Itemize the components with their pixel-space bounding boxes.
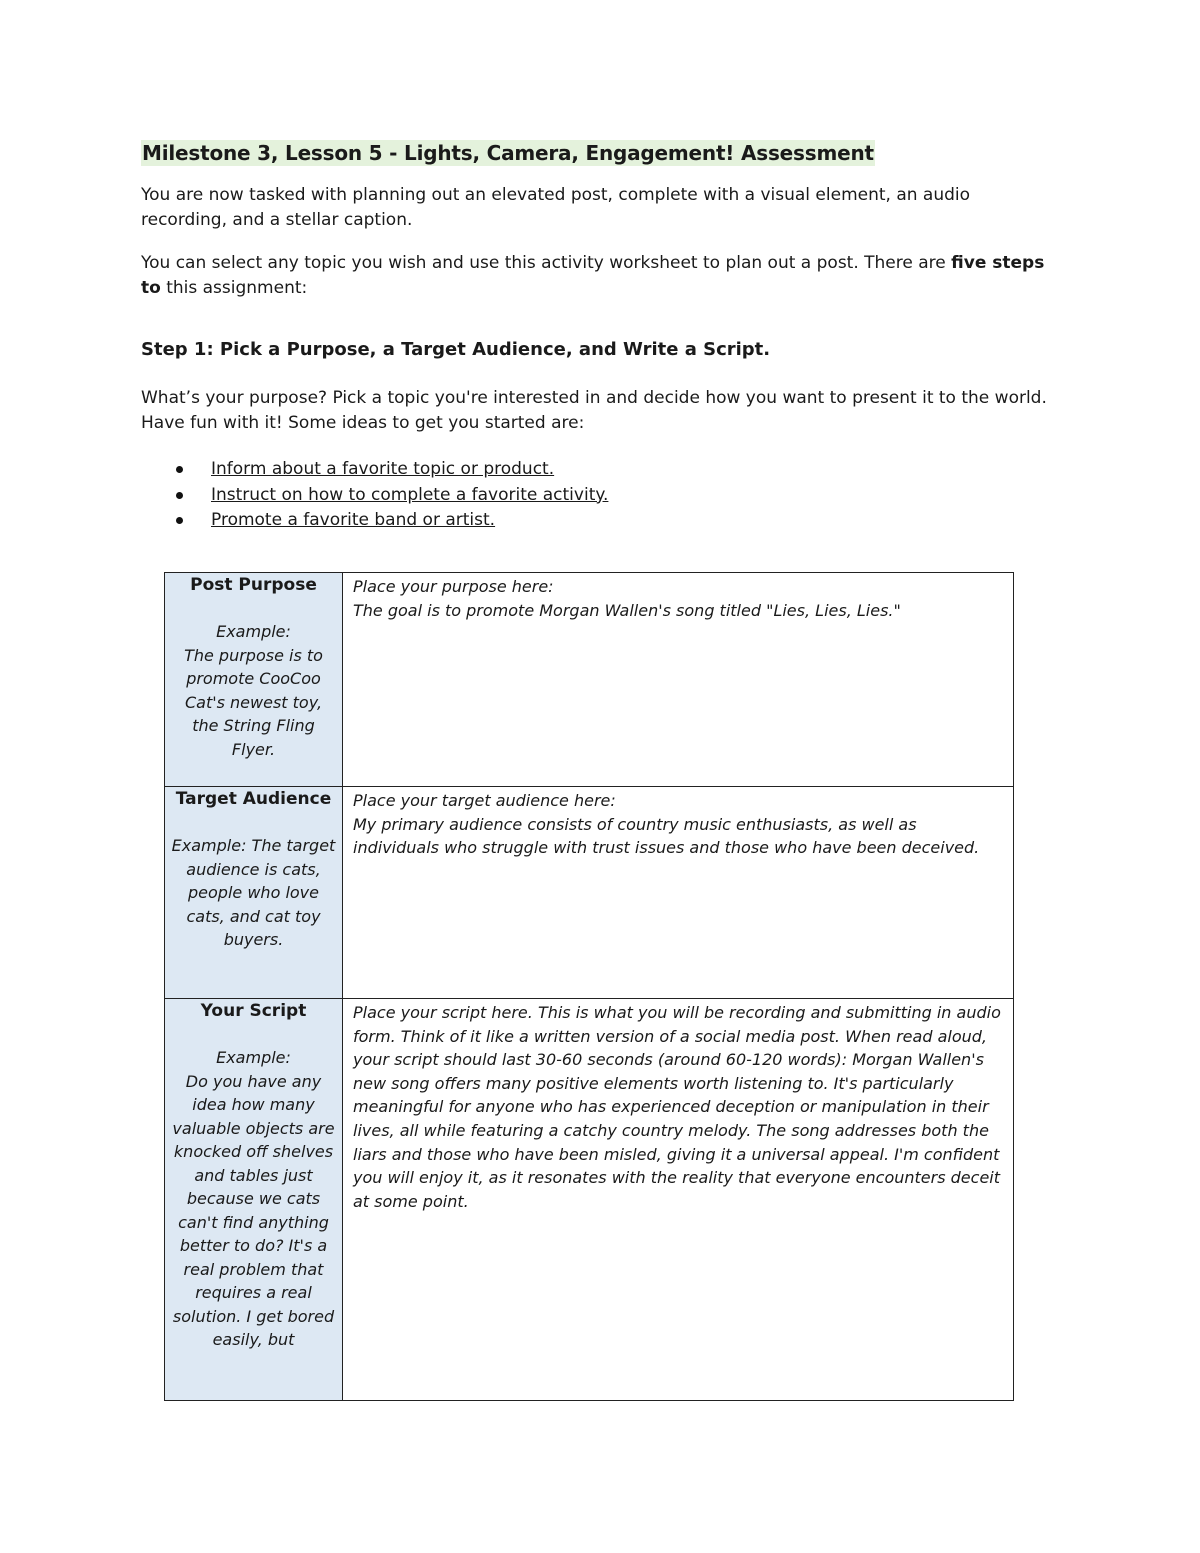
worksheet-table [164, 572, 1014, 1401]
list-item[interactable] [172, 457, 608, 483]
bullet-icon [176, 517, 183, 524]
intro-text-after: this assignment: [160, 278, 308, 298]
script-prompt: Place your script here. This is what you will be recording and submitting in audio form. Think of it like a written version of a social media post. When read aloud, your script should last 30-60 seconds (around 60-120 words): [353, 1003, 1001, 1070]
label-cell-post-purpose [165, 573, 343, 787]
label-cell-your-script [165, 999, 343, 1401]
row-example [165, 834, 342, 952]
example-intro: Example: The target audience is cats, people who love cats, and cat toy buyers. [171, 836, 336, 949]
example-text: Do you have any idea how many valuable objects are knocked off shelves and tables just because we cats can't find anything better to do? It's a real problem that requires a real solution. I get bored easily, but [172, 1071, 335, 1349]
script-prompt-and-answer [353, 1001, 1003, 1213]
bullet-icon [176, 466, 183, 473]
row-example [165, 620, 342, 761]
example-intro: Example: [216, 622, 291, 641]
table-row [165, 573, 1014, 787]
audience-prompt: Place your target audience here: [353, 791, 616, 810]
ideas-list [172, 457, 608, 534]
example-intro: Example: [216, 1048, 291, 1067]
intro-bold-five-steps: five steps [951, 253, 1045, 273]
idea-text: Instruct on how to complete a favorite activity. [211, 484, 609, 505]
idea-text: Promote a favorite band or artist. [211, 510, 496, 530]
row-example [165, 1046, 342, 1398]
row-label: Post Purpose [190, 575, 317, 595]
row-label: Your Script [200, 1001, 307, 1021]
audience-answer: My primary audience consists of country music enthusiasts, as well as individuals who struggle with trust issues and those who have been deceived. [353, 814, 980, 858]
purpose-answer: The goal is to promote Morgan Wallen's song titled "Lies, Lies, Lies." [353, 600, 901, 620]
example-text: The purpose is to promote CooCoo Cat's newest toy, the String Fling Flyer. [184, 645, 323, 759]
purpose-prompt: Place your purpose here: [353, 577, 554, 596]
step-1-description: What’s your purpose? Pick a topic you're interested in and decide how you want to present it to the world. Have fun with it! Some ideas to get you started are: [141, 388, 1047, 433]
label-cell-target-audience [165, 787, 343, 999]
page-title: Milestone 3, Lesson 5 - Lights, Camera, Engagement! Assessment [142, 141, 874, 165]
intro-text-before: You can select any topic you wish and use this activity worksheet to plan out a post. There are [141, 253, 952, 273]
table-row [165, 999, 1014, 1401]
audience-answer-cell[interactable] [343, 787, 1014, 999]
table-row [165, 787, 1014, 999]
script-answer: Morgan Wallen's new song offers many positive elements worth listening to. It's particularly meaningful for anyone who has experienced deception or manipulation in their lives, all while featuring a catchy country melody. The song addresses both the liars and those who have been misled, giving it a universal appeal. I'm confident you will enjoy it, as it resonates with the reality that everyone encounters deceit at some point. [353, 1050, 1001, 1211]
purpose-answer-cell[interactable] [343, 573, 1014, 787]
script-answer-cell[interactable] [343, 999, 1014, 1401]
list-item[interactable] [172, 508, 608, 534]
intro-paragraph-1: You are now tasked with planning out an elevated post, complete with a visual element, an audio recording, and a stellar caption. [141, 185, 971, 230]
intro-bold-to: to [141, 278, 161, 298]
idea-text: Inform about a favorite topic or product. [211, 459, 555, 479]
step-1-heading: Step 1: Pick a Purpose, a Target Audience, and Write a Script. [141, 339, 771, 360]
intro-paragraph-2 [141, 251, 1061, 301]
list-item[interactable] [172, 483, 608, 509]
row-label: Target Audience [175, 789, 332, 809]
bullet-icon [176, 492, 183, 499]
